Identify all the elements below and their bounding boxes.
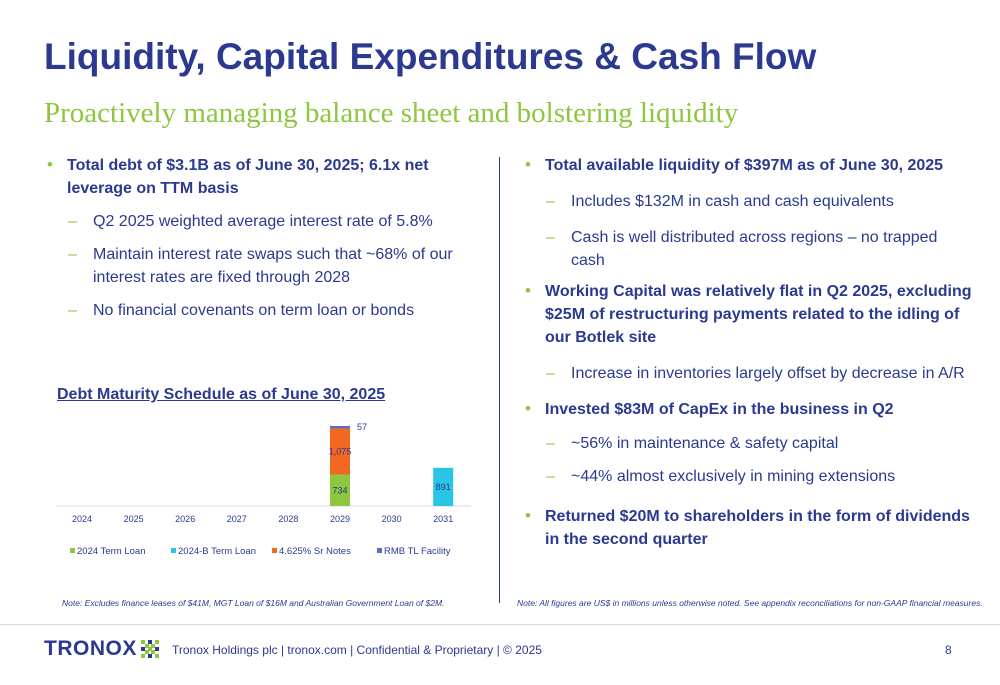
sub-bullet-interest-swaps: – Maintain interest rate swaps such that ~68% of our interest rates are fixed through 2028 (44, 243, 486, 289)
x-tick-label: 2029 (329, 514, 351, 524)
bar-2029-3 (330, 426, 350, 428)
x-tick-label: 2026 (175, 514, 196, 524)
data-label-2024-term-loan: 734 (332, 485, 348, 496)
x-tick-label: 2028 (278, 514, 299, 524)
logo-mark-icon (139, 638, 161, 660)
legend-label-1: 2024-B Term Loan (178, 546, 256, 557)
legend-label-3: RMB TL Facility (384, 546, 451, 557)
x-tick-label: 2027 (226, 514, 247, 524)
x-tick-label: 2025 (123, 514, 144, 524)
data-label-sr-notes: 1,075 (328, 446, 352, 457)
note-left: Note: Excludes finance leases of $41M, MGT Loan of $16M and Australian Government Loan of $2M. (62, 598, 445, 608)
column-divider (499, 157, 500, 603)
debt-maturity-chart (56, 414, 476, 564)
legend-label-0: 2024 Term Loan (77, 546, 146, 557)
page-subtitle: Proactively managing balance sheet and bolstering liquidity (44, 97, 739, 129)
bullet-total-debt: • Total debt of $3.1B as of June 30, 2025; 6.1x net leverage on TTM basis (44, 154, 486, 200)
x-tick-label: 2031 (433, 514, 454, 524)
x-tick-label: 2024 (71, 514, 93, 524)
bullet-working-capital: • Working Capital was relatively flat in Q2 2025, excluding $25M of restructuring payments related to the idling of our Botlek site (522, 280, 972, 349)
footer-text: Tronox Holdings plc | tronox.com | Confidential & Proprietary | © 2025 (172, 643, 542, 657)
right-column (522, 154, 972, 551)
data-label-rmb-tl: 57 (357, 422, 368, 432)
sub-bullet-cash-distribution: – Cash is well distributed across regions – no trapped cash (522, 226, 972, 272)
legend-swatch-1 (171, 548, 176, 553)
footer-divider (0, 624, 1000, 625)
sub-bullet-interest-rate: – Q2 2025 weighted average interest rate of 5.8% (44, 210, 486, 233)
note-right: Note: All figures are US$ in millions unless otherwise noted. See appendix reconciliations for non-GAAP financial measures. (517, 598, 983, 608)
sub-bullet-maintenance: – ~56% in maintenance & safety capital (522, 432, 972, 455)
logo-text: TRONOX (44, 637, 137, 660)
bullet-capex: • Invested $83M of CapEx in the business in Q2 (522, 398, 972, 421)
legend-swatch-0 (70, 548, 75, 553)
tronox-logo (44, 637, 161, 661)
left-column (44, 154, 486, 322)
legend-swatch-2 (272, 548, 277, 553)
x-tick-label: 2030 (381, 514, 402, 524)
page-title: Liquidity, Capital Expenditures & Cash Flow (44, 36, 817, 77)
bullet-shareholder-returns: • Returned $20M to shareholders in the form of dividends in the second quarter (522, 505, 972, 551)
page-number: 8 (945, 643, 952, 657)
data-label-2024b-term-loan: 891 (435, 481, 451, 492)
chart-title: Debt Maturity Schedule as of June 30, 2025 (57, 386, 386, 403)
sub-bullet-mining: – ~44% almost exclusively in mining extensions (522, 465, 972, 488)
bullet-liquidity: • Total available liquidity of $397M as of June 30, 2025 (522, 154, 972, 177)
sub-bullet-inventories: – Increase in inventories largely offset by decrease in A/R (522, 362, 972, 385)
sub-bullet-covenants: – No financial covenants on term loan or bonds (44, 299, 486, 322)
sub-bullet-cash: – Includes $132M in cash and cash equivalents (522, 190, 972, 213)
legend-label-2: 4.625% Sr Notes (279, 546, 351, 557)
legend-swatch-3 (377, 548, 382, 553)
